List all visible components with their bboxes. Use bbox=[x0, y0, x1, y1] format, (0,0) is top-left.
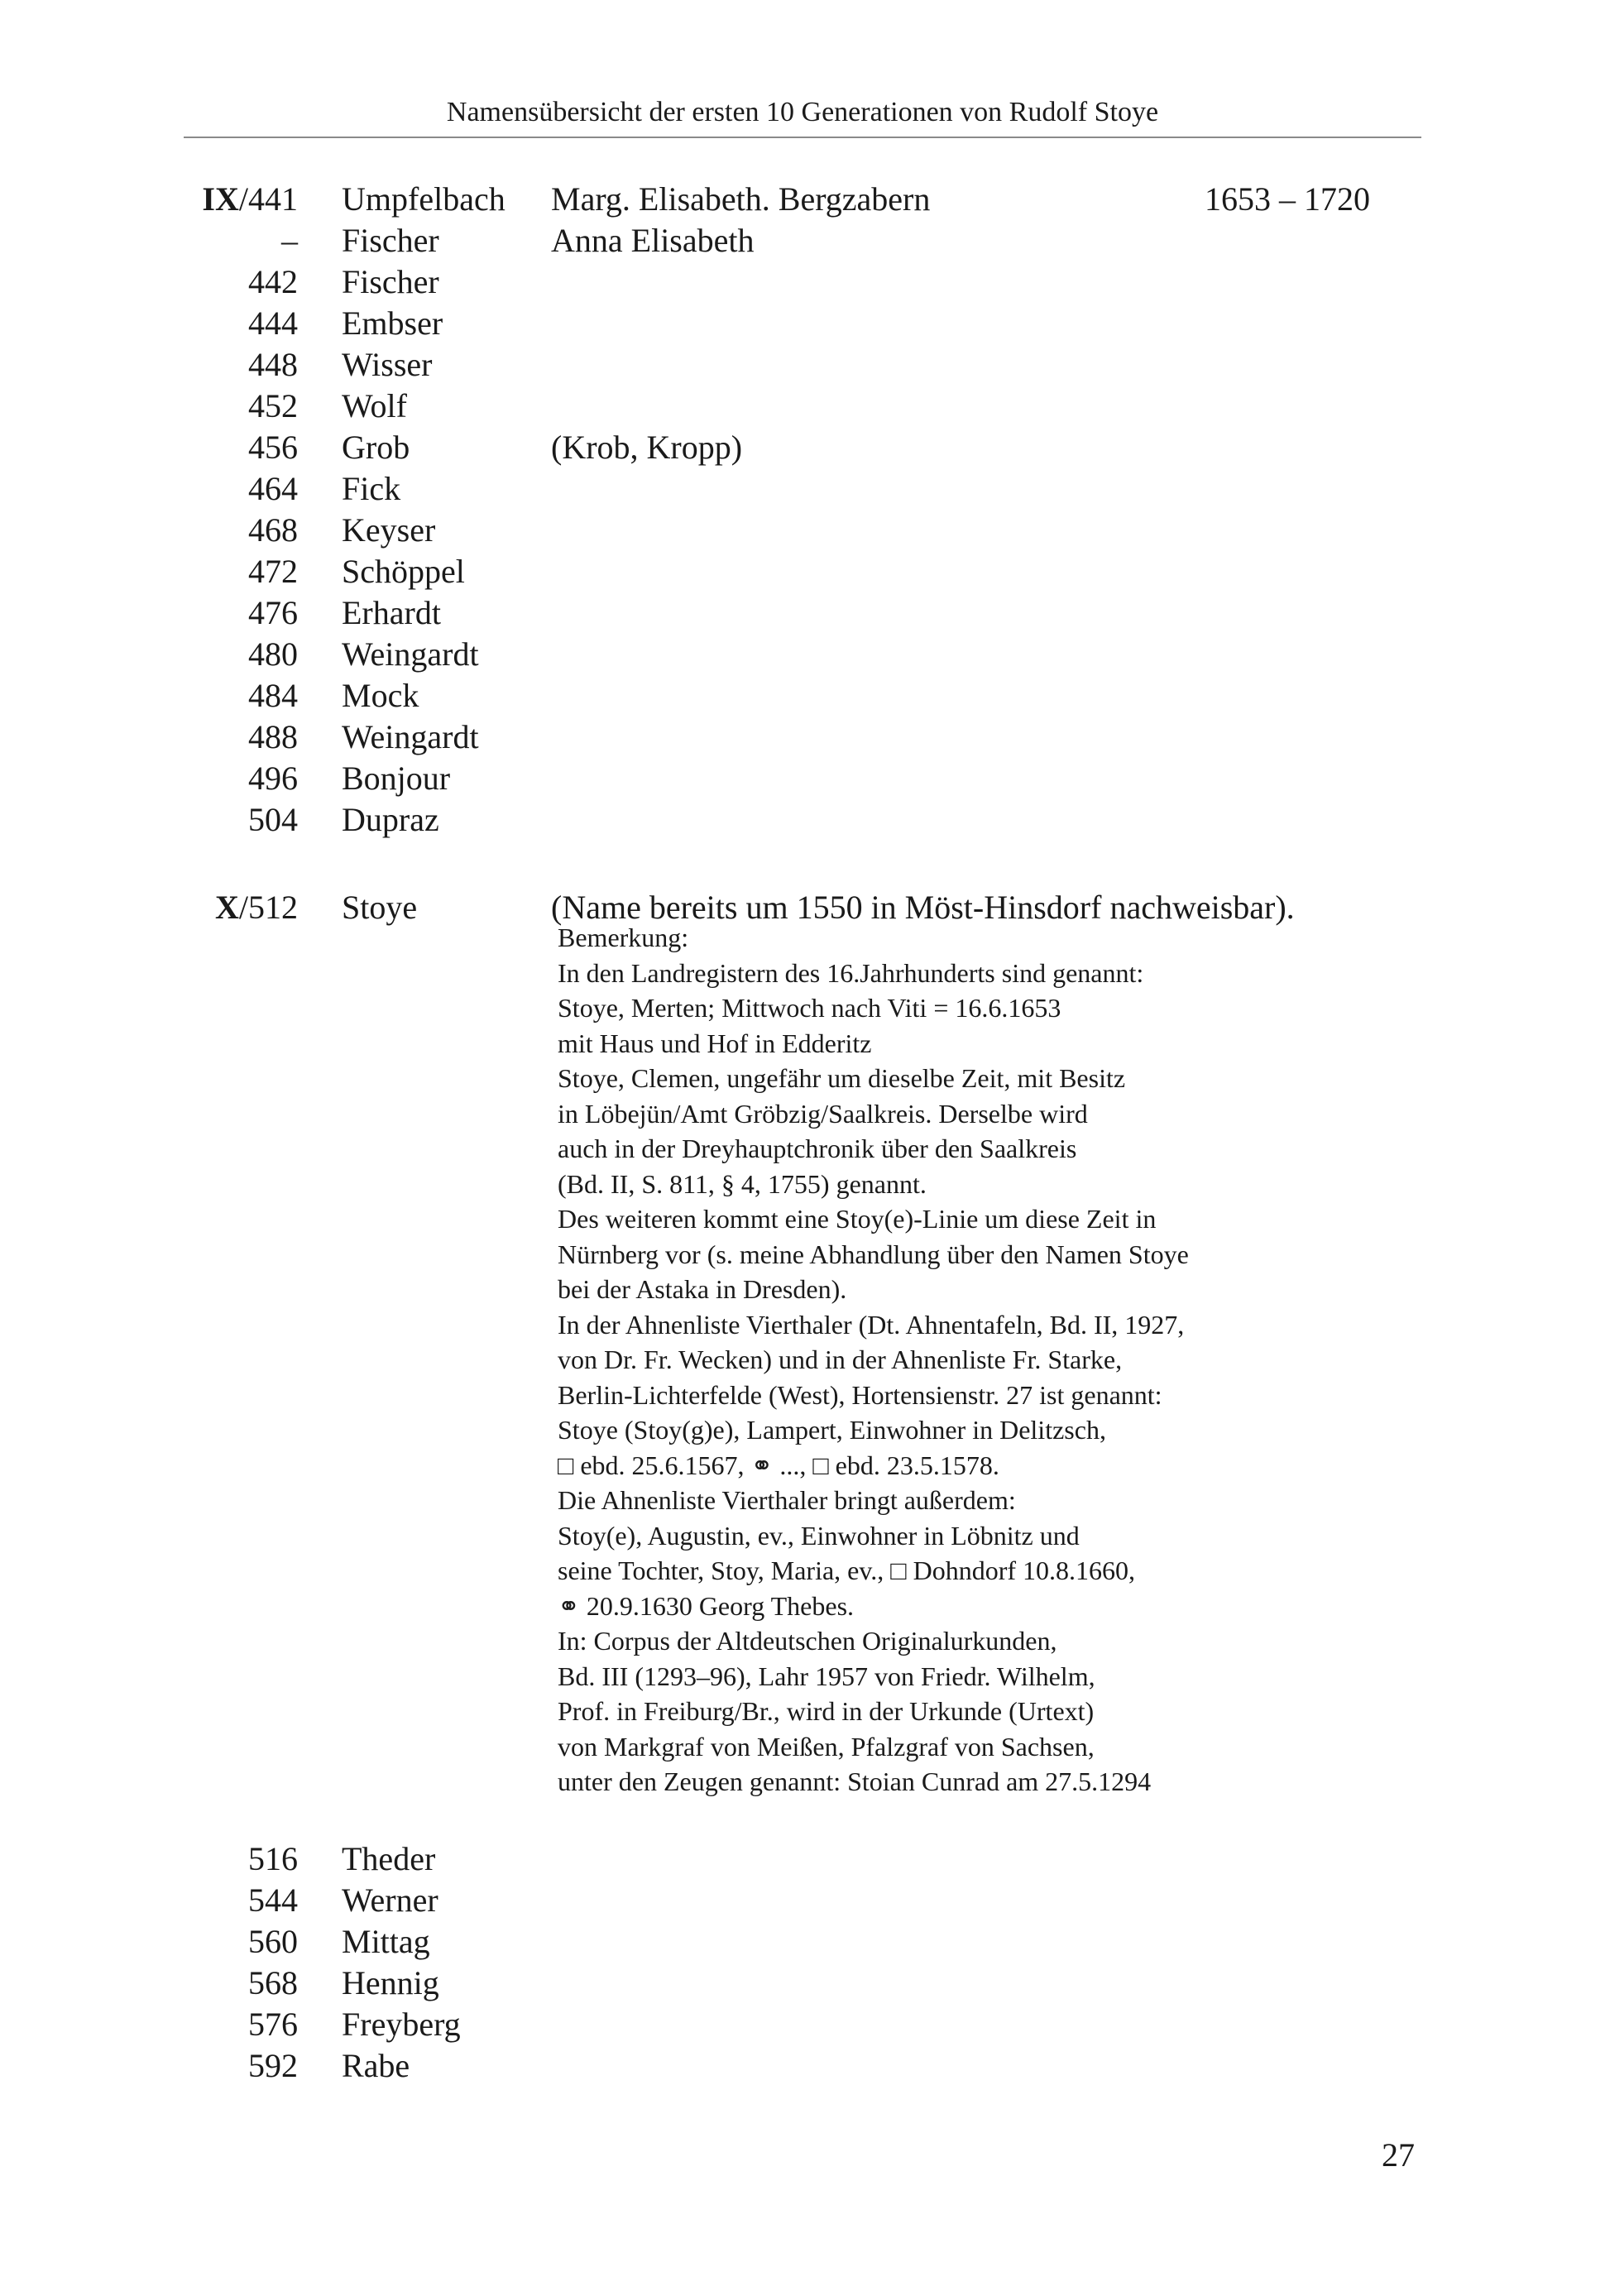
note-line: In: Corpus der Altdeutschen Originalurkunden, bbox=[558, 1626, 1057, 1656]
entry-surname: Hennig bbox=[342, 1964, 439, 2001]
note-line: Nürnberg vor (s. meine Abhandlung über den Namen Stoye bbox=[558, 1239, 1189, 1269]
entry-surname: Theder bbox=[342, 1840, 436, 1877]
note-line: Stoye, Clemen, ungefähr um dieselbe Zeit, mit Besitz bbox=[558, 1063, 1126, 1093]
entry-row bbox=[0, 386, 1610, 427]
entry-number: 544 bbox=[248, 1881, 298, 1919]
entry-surname: Umpfelbach bbox=[342, 180, 506, 218]
entry-number-value: 452 bbox=[248, 387, 298, 424]
generation-label: IX bbox=[202, 180, 239, 218]
entry-surname: Rabe bbox=[342, 2047, 410, 2084]
remark-note bbox=[558, 920, 1335, 1800]
entry-surname: Weingardt bbox=[342, 635, 479, 673]
entry-surname: Freyberg bbox=[342, 2006, 461, 2043]
entry-number-value: 444 bbox=[248, 304, 298, 342]
note-line: von Markgraf von Meißen, Pfalzgraf von Sachsen, bbox=[558, 1731, 1095, 1762]
entry-number bbox=[248, 758, 298, 799]
entry-number bbox=[248, 344, 298, 386]
entry-row bbox=[0, 261, 1610, 303]
entry-number: 576 bbox=[248, 2006, 298, 2043]
entry-surname: Fischer bbox=[342, 263, 439, 300]
entry-row bbox=[0, 2004, 1610, 2045]
entry-surname: Fick bbox=[342, 470, 401, 507]
note-line: unter den Zeugen genannt: Stoian Cunrad am 27.5.1294 bbox=[558, 1766, 1152, 1796]
entry-surname: Mittag bbox=[342, 1923, 430, 1960]
note-line: ⚭ 20.9.1630 Georg Thebes. bbox=[558, 1590, 855, 1621]
note-line: bei der Astaka in Dresden). bbox=[558, 1274, 847, 1304]
entry-number bbox=[248, 675, 298, 717]
entry-row bbox=[0, 592, 1610, 634]
note-line: In den Landregistern des 16.Jahrhunderts sind genannt: bbox=[558, 957, 1144, 988]
entry-row bbox=[0, 551, 1610, 592]
note-line: Stoye, Merten; Mittwoch nach Viti = 16.6.1653 bbox=[558, 993, 1061, 1023]
entry-surname: Mock bbox=[342, 677, 419, 714]
entry-number bbox=[248, 799, 298, 841]
entry-number bbox=[248, 468, 298, 510]
entry-surname: Embser bbox=[342, 304, 443, 342]
entry-row bbox=[0, 675, 1610, 717]
entry-info: (Name bereits um 1550 in Möst-Hinsdorf nachweisbar). bbox=[551, 889, 1295, 926]
entry-number-value: – bbox=[281, 222, 298, 259]
entry-number-value: /441 bbox=[238, 180, 298, 218]
entry-row bbox=[0, 303, 1610, 344]
entry-surname: Schöppel bbox=[342, 553, 465, 590]
entry-number bbox=[248, 510, 298, 551]
entry-number-value: 488 bbox=[248, 718, 298, 755]
entry-surname: Dupraz bbox=[342, 801, 439, 838]
entry-row bbox=[0, 427, 1610, 468]
entry-number bbox=[248, 261, 298, 303]
entry-number: 560 bbox=[248, 1923, 298, 1960]
entry-row bbox=[0, 799, 1610, 841]
header-rule bbox=[184, 137, 1421, 138]
entry-number bbox=[248, 551, 298, 592]
note-line: In der Ahnenliste Vierthaler (Dt. Ahnentafeln, Bd. II, 1927, bbox=[558, 1309, 1185, 1340]
entry-surname: Stoye bbox=[342, 889, 418, 926]
note-line: Stoye (Stoy(g)e), Lampert, Einwohner in Delitzsch, bbox=[558, 1415, 1106, 1445]
note-line: Berlin-Lichterfelde (West), Hortensienstr. 27 ist genannt: bbox=[558, 1379, 1162, 1410]
entry-info: (Krob, Kropp) bbox=[551, 429, 743, 466]
entry-number bbox=[248, 303, 298, 344]
note-line: seine Tochter, Stoy, Maria, ev., □ Dohndorf 10.8.1660, bbox=[558, 1555, 1136, 1585]
entry-surname: Fischer bbox=[342, 222, 439, 259]
entry-number-value: 480 bbox=[248, 635, 298, 673]
entry-info: Anna Elisabeth bbox=[551, 222, 755, 259]
entry-surname: Grob bbox=[342, 429, 410, 466]
entry-surname: Keyser bbox=[342, 511, 436, 549]
entry-info: Marg. Elisabeth. Bergzabern bbox=[551, 180, 931, 218]
entry-number-value: 484 bbox=[248, 677, 298, 714]
entry-row bbox=[0, 2045, 1610, 2087]
entry-number-value: 468 bbox=[248, 511, 298, 549]
note-line: (Bd. II, S. 811, § 4, 1755) genannt. bbox=[558, 1168, 927, 1199]
note-line: □ ebd. 25.6.1567, ⚭ ..., □ ebd. 23.5.1578. bbox=[558, 1450, 999, 1480]
entry-number bbox=[248, 717, 298, 758]
note-line: Die Ahnenliste Vierthaler bringt außerdem: bbox=[558, 1485, 1016, 1515]
entry-row bbox=[0, 758, 1610, 799]
entry-number-value: 464 bbox=[248, 470, 298, 507]
entry-number bbox=[281, 220, 298, 261]
entry-number bbox=[248, 386, 298, 427]
entry-number bbox=[248, 427, 298, 468]
entry-surname: Erhardt bbox=[342, 594, 441, 631]
entry-surname: Weingardt bbox=[342, 718, 479, 755]
entry-row bbox=[0, 1921, 1610, 1963]
entry-number: 592 bbox=[248, 2047, 298, 2084]
entry-row bbox=[0, 220, 1610, 261]
entry-number-value: 456 bbox=[248, 429, 298, 466]
entry-row bbox=[0, 344, 1610, 386]
entry-row bbox=[0, 179, 1610, 220]
note-line: auch in der Dreyhauptchronik über den Saalkreis bbox=[558, 1134, 1077, 1163]
entry-number-value: 472 bbox=[248, 553, 298, 590]
entry-number bbox=[202, 179, 298, 220]
entry-number-value: 504 bbox=[248, 801, 298, 838]
note-line: von Dr. Fr. Wecken) und in der Ahnenliste Fr. Starke, bbox=[558, 1345, 1123, 1374]
entry-row bbox=[0, 1963, 1610, 2004]
entry-number: 516 bbox=[248, 1840, 298, 1877]
entry-row bbox=[0, 1880, 1610, 1921]
note-line: in Löbejün/Amt Gröbzig/Saalkreis. Derselbe wird bbox=[558, 1098, 1088, 1129]
entry-number-value: 476 bbox=[248, 594, 298, 631]
generation-label: X bbox=[214, 889, 239, 926]
note-line: Bd. III (1293–96), Lahr 1957 von Friedr. Wilhelm, bbox=[558, 1661, 1095, 1691]
entry-surname: Bonjour bbox=[342, 760, 451, 797]
entry-row bbox=[0, 510, 1610, 551]
entry-row bbox=[0, 717, 1610, 758]
note-line: Prof. in Freiburg/Br., wird in der Urkunde (Urtext) bbox=[558, 1696, 1095, 1726]
entry-number: X/512 bbox=[214, 889, 298, 926]
entry-row bbox=[0, 1838, 1610, 1880]
entry-number bbox=[248, 634, 298, 675]
entry-number: 568 bbox=[248, 1964, 298, 2001]
note-line: mit Haus und Hof in Edderitz bbox=[558, 1028, 872, 1058]
entry-surname: Wolf bbox=[342, 387, 407, 424]
note-line: Stoy(e), Augustin, ev., Einwohner in Löbnitz und bbox=[558, 1520, 1080, 1551]
entry-surname: Werner bbox=[342, 1881, 438, 1919]
page-number: 27 bbox=[1382, 2136, 1415, 2174]
entry-years: 1653 – 1720 bbox=[1205, 180, 1370, 218]
entry-number bbox=[248, 592, 298, 634]
note-line: Bemerkung: bbox=[558, 923, 689, 952]
entry-number-value: 442 bbox=[248, 263, 298, 300]
page-header: Namensübersicht der ersten 10 Generationen von Rudolf Stoye bbox=[446, 97, 1159, 127]
entry-number-value: 448 bbox=[248, 346, 298, 383]
entry-surname: Wisser bbox=[342, 346, 433, 383]
entry-row bbox=[0, 468, 1610, 510]
entry-number-value: 496 bbox=[248, 760, 298, 797]
entry-row bbox=[0, 634, 1610, 675]
note-line: Des weiteren kommt eine Stoy(e)-Linie um diese Zeit in bbox=[558, 1204, 1157, 1234]
